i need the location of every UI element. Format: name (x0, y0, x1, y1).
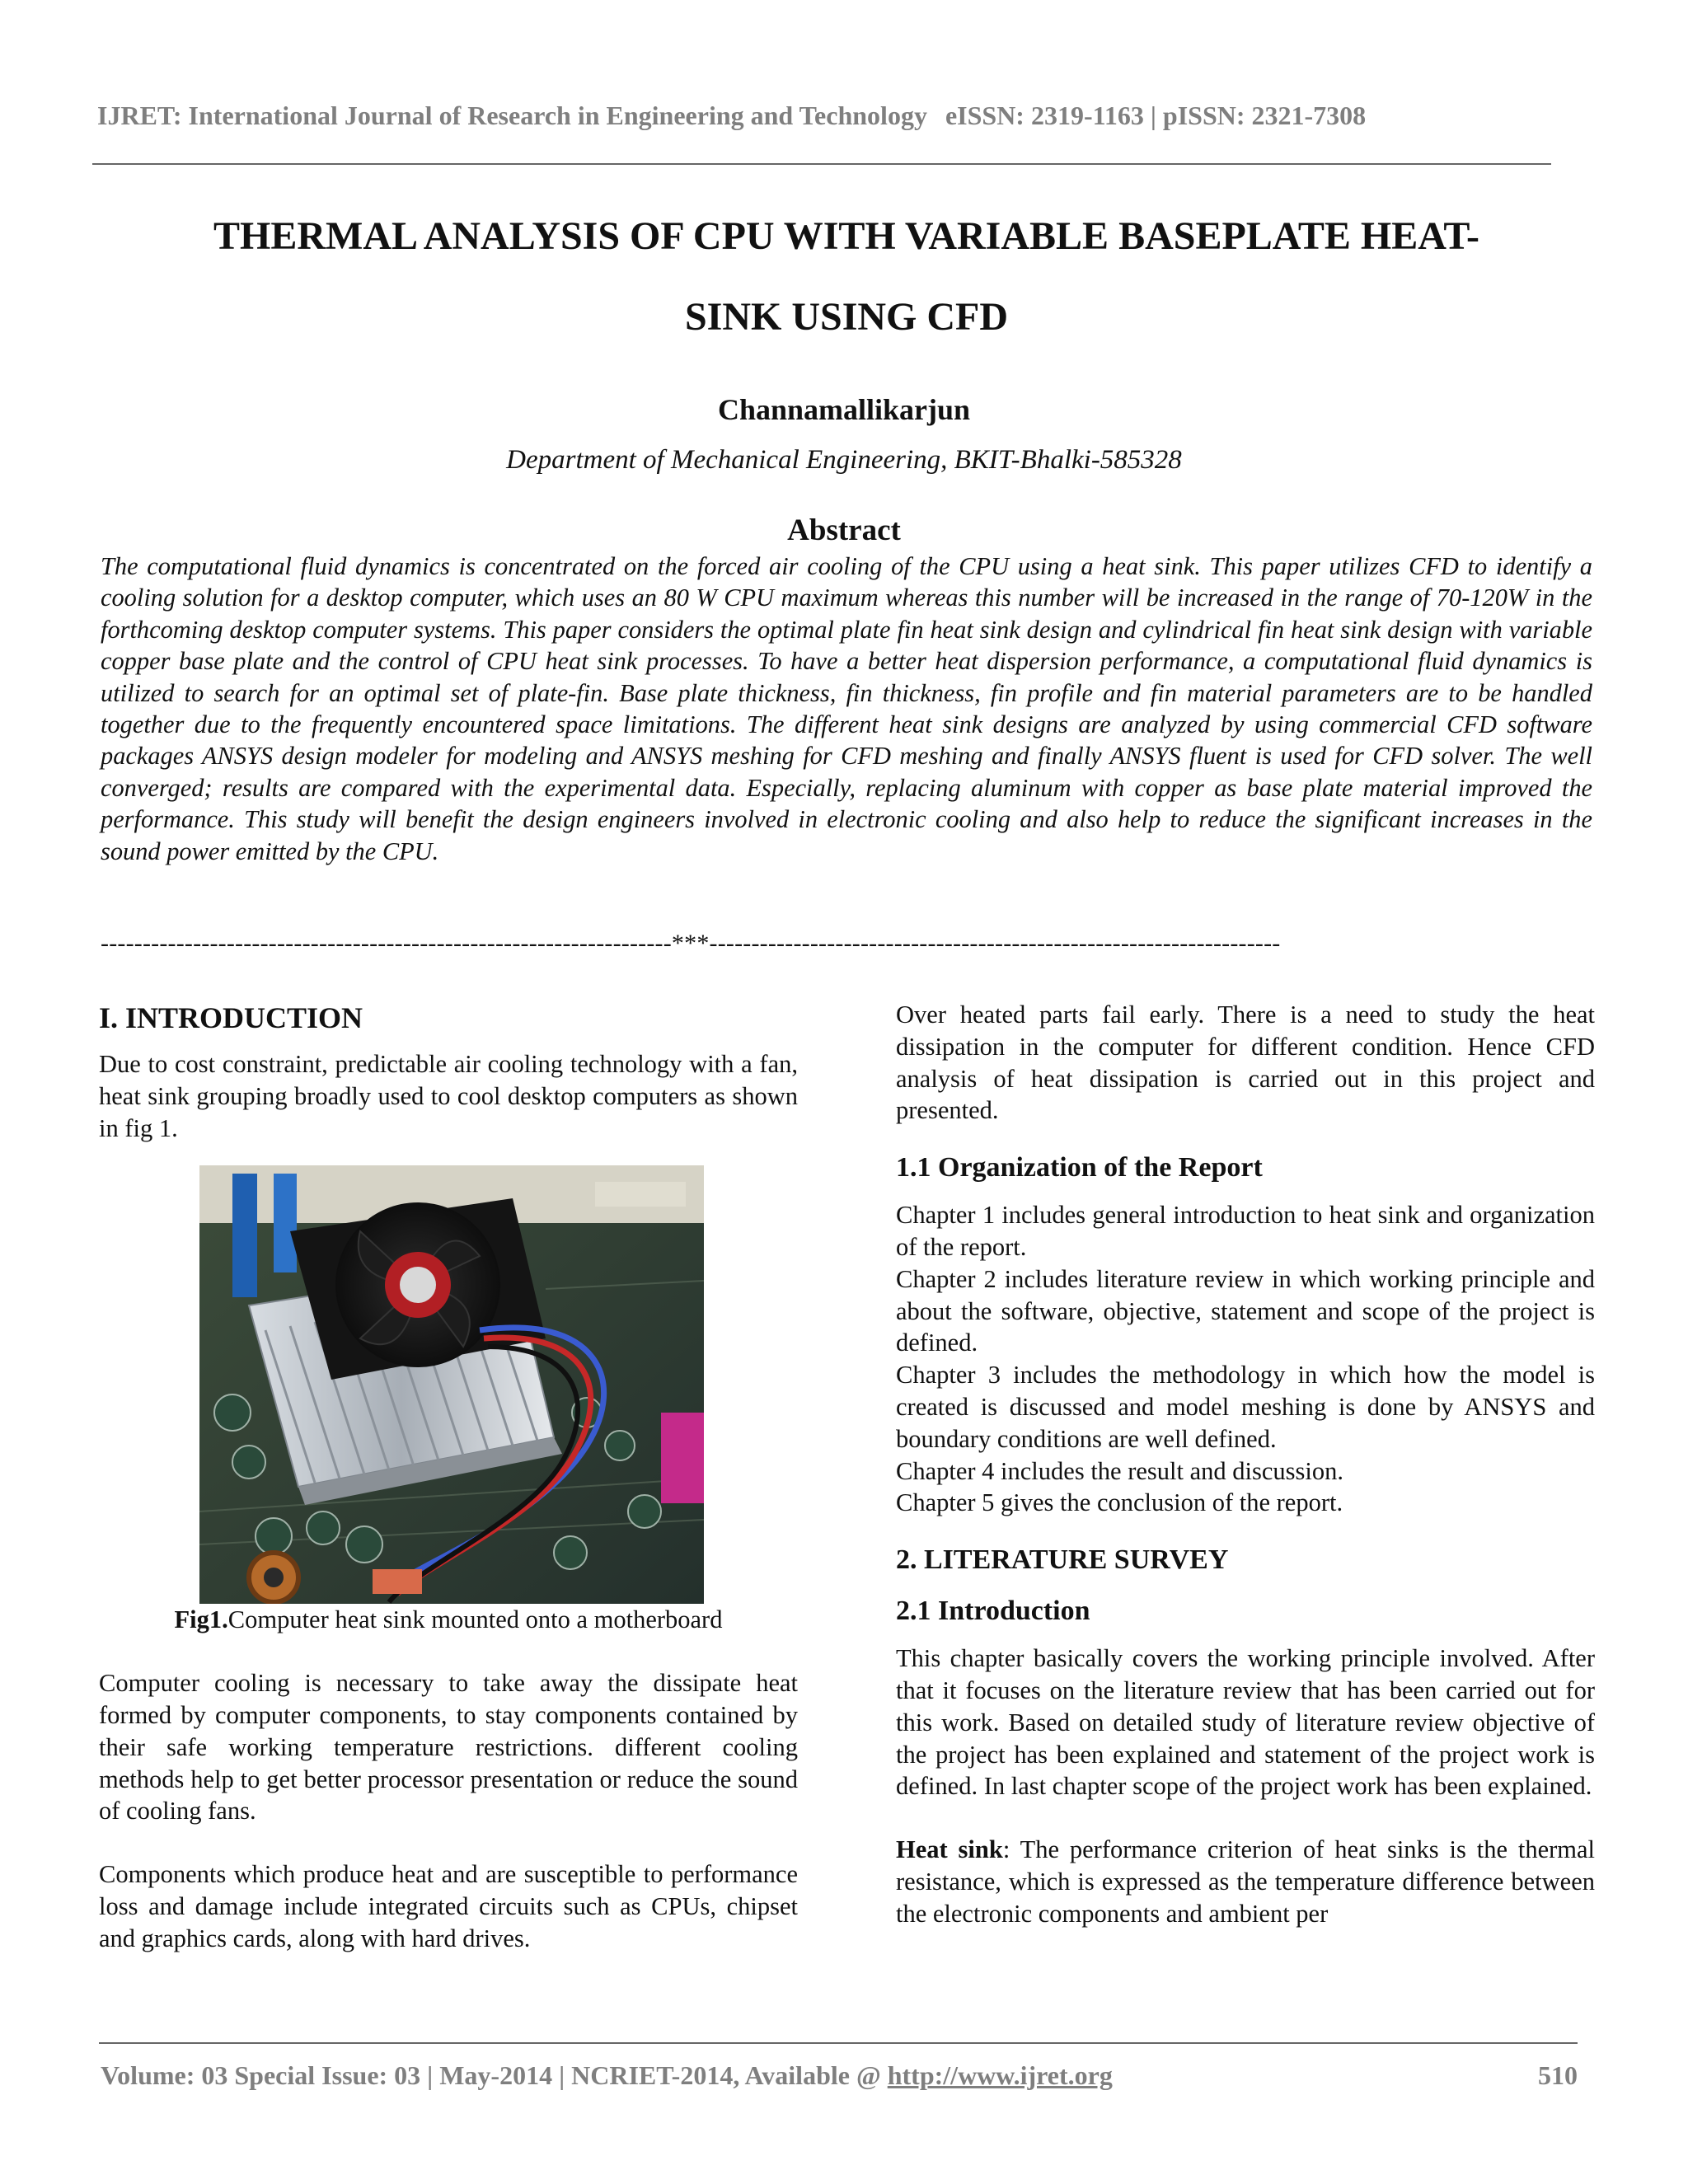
chapter-1-line: Chapter 1 includes general introduction to heat sink and organization of the report. (896, 1201, 1595, 1261)
intro-heading: I. INTRODUCTION (99, 1001, 363, 1034)
intro-paragraph-3: Components which produce heat and are susceptible to performance loss and damage include integrated circuits such as CPUs, chipset and graphics cards, along with hard drives. (99, 1860, 798, 1952)
heat-sink-paragraph (896, 1834, 1595, 1929)
intro-paragraph-4: Over heated parts fail early. There is a need to study the heat dissipation in the computer for different condition. Hence CFD analysis of heat dissipation is carried out in this project and presented. (896, 1001, 1595, 1125)
author-affiliation: Department of Mechanical Engineering, BKIT-Bhalki-585328 (506, 445, 1182, 475)
chapter-3-line: Chapter 3 includes the methodology in which how the model is created is discussed and model meshing is done by ANSYS and boundary conditions are well defined. (896, 1361, 1595, 1453)
footer-text: Volume: 03 Special Issue: 03 | May-2014 | NCRIET-2014, Available @ (101, 2060, 888, 2090)
journal-issn: eISSN: 2319-1163 | pISSN: 2321-7308 (945, 101, 1367, 130)
literature-heading: 2. LITERATURE SURVEY (896, 1544, 1229, 1576)
chapter-4-line: Chapter 4 includes the result and discussion. (896, 1456, 1343, 1485)
heatsink-motherboard-illustration (199, 1165, 704, 1604)
running-header (97, 101, 1581, 131)
section-separator: --------------------------------------------------------------------***-------------------------------------------------------------------- (101, 930, 1281, 957)
abstract-heading: Abstract (787, 513, 901, 547)
chapter-5-line: Chapter 5 gives the conclusion of the report. (896, 1488, 1343, 1517)
title-line-1: THERMAL ANALYSIS OF CPU WITH VARIABLE BASEPLATE HEAT- (213, 214, 1479, 258)
heat-sink-text: : The performance criterion of heat sinks is the thermal resistance, which is expressed as the temperature difference between the electronic components and ambient per (896, 1835, 1596, 1928)
right-column (896, 999, 1595, 1930)
intro-paragraph-2: Computer cooling is necessary to take away the dissipate heat formed by computer components, to stay components contained by their safe working temperature restrictions. different cooling methods help to get better processor presentation or reduce the sound of cooling fans. (99, 1669, 798, 1825)
footer-link[interactable]: http://www.ijret.org (887, 2060, 1113, 2090)
chapter-2-line: Chapter 2 includes literature review in which working principle and about the software, objective, statement and scope of the project is defined. (896, 1264, 1595, 1357)
paper-title (91, 196, 1602, 358)
figure-caption-text: Computer heat sink mounted onto a motherboard (227, 1605, 723, 1634)
running-footer (101, 2060, 1584, 2091)
journal-name: IJRET: International Journal of Research in Engineering and Technology (97, 101, 927, 130)
heat-sink-label: Heat sink (896, 1835, 1003, 1864)
literature-subheading: 2.1 Introduction (896, 1596, 1090, 1627)
figure-heatsink-photo (199, 1165, 704, 1604)
header-rule (92, 163, 1551, 165)
figure-caption (99, 1604, 798, 1636)
abstract-text: The computational fluid dynamics is concentrated on the forced air cooling of the CPU using a heat sink. This paper utilizes CFD to identify a cooling solution for a desktop computer, which uses an 80 W CPU maximum whereas this number will be increased in the range of 70-120W in the forthcoming desktop computer systems. This paper considers the optimal plate fin heat sink design and cylindrical fin heat sink design with variable copper base plate and the control of CPU heat sink processes. To have a better heat dispersion performance, a computational fluid dynamics is utilized to search for an optimal set of plate-fin. Base plate thickness, fin thickness, fin profile and fin material parameters are to be handled together due to the frequently encountered space limitations. The different heat sink designs are analyzed by using commercial CFD software packages ANSYS design modeler for modeling and ANSYS meshing for CFD meshing and finally ANSYS fluent is used for CFD solver. The well converged; results are compared with the experimental data. Especially, replacing aluminum with copper as base plate material improved the performance. This study will benefit the design engineers involved in electronic cooling and also help to reduce the significant increases in the sound power emitted by the CPU. (101, 552, 1592, 865)
page-number: 510 (1538, 2060, 1578, 2090)
organization-heading: 1.1 Organization of the Report (896, 1152, 1263, 1183)
author-name: Channamallikarjun (717, 393, 971, 426)
left-column (99, 999, 798, 1955)
footer-rule (99, 2042, 1578, 2044)
literature-paragraph-1: This chapter basically covers the working principle involved. After that it focuses on the literature review that has been carried out for this work. Based on detailed study of literature review objective of the project has been explained and statement of the project work is defined. In last chapter scope of the project work has been explained. (896, 1644, 1595, 1801)
intro-paragraph-1: Due to cost constraint, predictable air cooling technology with a fan, heat sink grouping broadly used to cool desktop computers as shown in fig 1. (99, 1050, 798, 1142)
figure-label: Fig1. (174, 1605, 228, 1634)
title-line-2: SINK USING CFD (684, 295, 1009, 339)
